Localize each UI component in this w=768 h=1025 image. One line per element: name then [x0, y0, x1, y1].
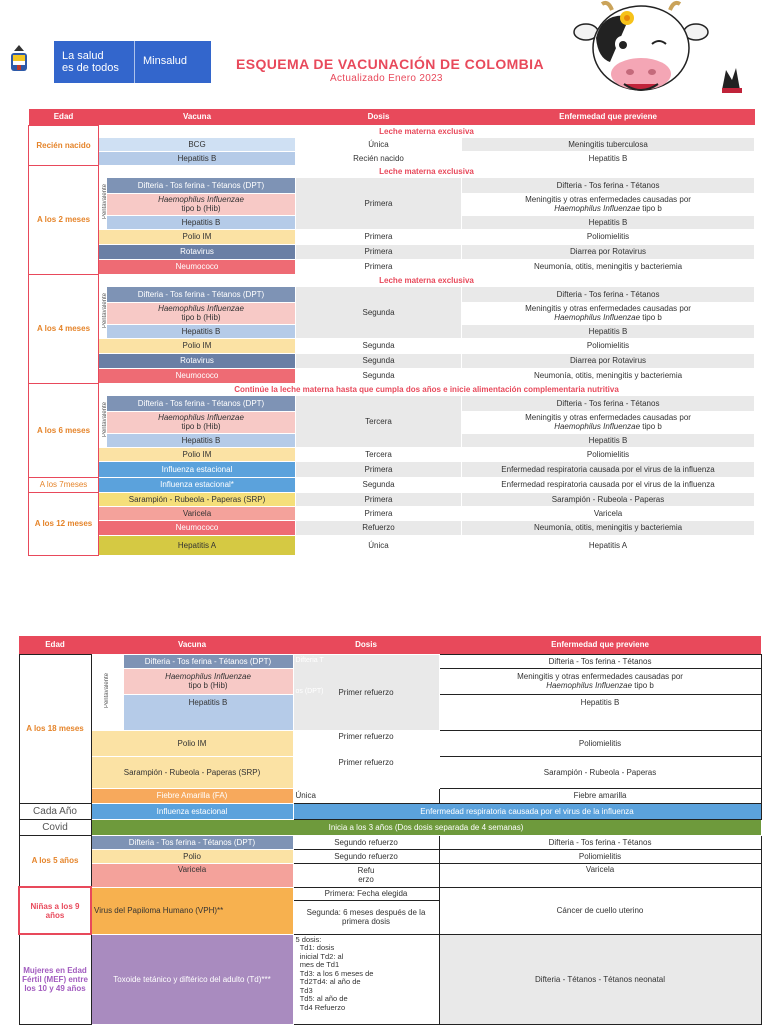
disease-cell: Enfermedad respiratoria causada por el virus de la influenza [462, 477, 755, 492]
dose-cell: Refu erzo [293, 863, 439, 887]
vaccination-table-0-12-months [28, 109, 755, 556]
vaccine-hib: Haemophilus Influenzae tipo b (Hib) [107, 411, 296, 433]
vaccine-dpt: Difteria - Tos ferina - Tétanos (DPT) [123, 654, 293, 668]
dose-cell: Tercera [296, 395, 462, 447]
disease-cell: Fiebre amarilla [439, 788, 761, 803]
dose-cell: Segundo refuerzo [293, 849, 439, 863]
vaccine-srp: Sarampión - Rubeola - Paperas (SRP) [91, 756, 293, 788]
disease-cell: Hepatitis B [462, 215, 755, 229]
vaccine-influenza: Influenza estacional [99, 461, 296, 477]
dose-cell: Segunda [296, 477, 462, 492]
brand-ministry: Minsalud [143, 55, 188, 67]
pentavalente-label: Pentavalente [99, 286, 107, 338]
vaccine-polio: Polio IM [91, 730, 293, 756]
dose-cell: Primera [296, 229, 462, 244]
vaccine-vph: Virus del Papiloma Humano (VPH)** [91, 887, 293, 934]
age-covid: Covid [19, 819, 91, 835]
vaccine-rotavirus: Rotavirus [99, 244, 296, 259]
vaccine-fiebre-amarilla: Fiebre Amarilla (FA) [91, 788, 293, 803]
vaccine-influenza: Influenza estacional [91, 803, 293, 819]
vaccine-dpt: Difteria - Tos ferina - Tétanos (DPT) [107, 286, 296, 302]
vaccine-hepatitis-b: Hepatitis B [107, 215, 296, 229]
pentavalente-label: Pentavalente [91, 654, 123, 730]
age-recien-nacido: Recién nacido [29, 125, 99, 165]
disease-cell: Hepatitis B [462, 151, 755, 165]
brand-divider [134, 41, 135, 83]
disease-cell: Meningitis y otras enfermedades causadas por Haemophilus Influenzae tipo b [462, 302, 755, 324]
vaccine-hepatitis-a: Hepatitis A [99, 535, 296, 555]
disease-cell: Varicela [462, 506, 755, 520]
disease-cell: Difteria - Tos ferina - Tétanos [462, 177, 755, 193]
vaccine-dpt: Difteria - Tos ferina - Tétanos (DPT) [107, 395, 296, 411]
vaccination-table-18-months-adult [18, 636, 762, 1025]
page-subtitle: Actualizado Enero 2023 [330, 73, 443, 84]
age-7-meses: A los 7meses [29, 477, 99, 492]
col-dosis: Dosis [296, 109, 462, 125]
disease-cell: Sarampión - Rubeola - Paperas [462, 492, 755, 506]
breastfeeding-note: Leche materna exclusiva [99, 274, 755, 286]
cow-mascot-icon [572, 0, 758, 108]
disease-cell: Meningitis y otras enfermedades causadas por Haemophilus Influenzae tipo b [462, 411, 755, 433]
col-edad: Edad [29, 109, 99, 125]
dose-text: Primer refuerzo [338, 687, 394, 697]
vaccine-polio: Polio IM [99, 229, 296, 244]
ghost-text: os (DPT) [295, 687, 324, 695]
disease-cell: Poliomielitis [462, 338, 755, 353]
vaccine-neumococo: Neumococo [99, 259, 296, 274]
disease-cell: Hepatitis B [462, 324, 755, 338]
vaccine-hepatitis-b: Hepatitis B [107, 324, 296, 338]
age-4-meses: A los 4 meses [29, 274, 99, 383]
dose-cell: Primera [296, 259, 462, 274]
vaccine-polio: Polio [91, 849, 293, 863]
dose-cell: Recién nacido [296, 151, 462, 165]
brand-slogan: La salud es de todos [62, 50, 119, 74]
dose-cell: Primer refuerzo [293, 756, 439, 788]
vaccine-hepatitis-b: Hepatitis B [107, 433, 296, 447]
dose-cell: Primera: Fecha elegida [293, 887, 439, 900]
age-cada-ano: Cada Año [19, 803, 91, 819]
disease-cell: Sarampión - Rubeola - Paperas [439, 756, 761, 788]
dose-cell: Primera [296, 492, 462, 506]
dose-cell: Segunda [296, 286, 462, 338]
vaccine-hib: Haemophilus Influenzae tipo b (Hib) [107, 193, 296, 215]
vaccine-neumococo: Neumococo [99, 520, 296, 535]
disease-cell: Neumonía, otitis, meningitis y bacteriemia [462, 368, 755, 383]
dose-cell [293, 654, 439, 730]
dose-cell: Única [296, 137, 462, 151]
disease-cell: Neumonía, otitis, meningitis y bacteriemia [462, 259, 755, 274]
dose-cell: Primera [296, 461, 462, 477]
disease-cell: Difteria - Tos ferina - Tétanos [439, 654, 761, 668]
vaccine-bcg: BCG [99, 137, 296, 151]
disease-cell: Neumonía, otitis, meningitis y bacteriemia [462, 520, 755, 535]
disease-cell: Cáncer de cuello uterino [439, 887, 761, 934]
dose-cell: Segunda: 6 meses después de la primera dosis [293, 900, 439, 934]
disease-cell: Diarrea por Rotavirus [462, 353, 755, 368]
age-18-meses: A los 18 meses [19, 654, 91, 803]
vaccine-hepatitis-b: Hepatitis B [99, 151, 296, 165]
dose-cell: Refuerzo [296, 520, 462, 535]
dose-cell: Segunda [296, 353, 462, 368]
vaccine-srp: Sarampión - Rubeola - Paperas (SRP) [99, 492, 296, 506]
age-12-meses: A los 12 meses [29, 492, 99, 555]
disease-cell: Difteria - Tos ferina - Tétanos [462, 395, 755, 411]
dose-cell: Segunda [296, 368, 462, 383]
dose-cell: Primer refuerzo [293, 730, 439, 756]
dose-cell: 5 dosis: Td1: dosis inicial Td2: al mes de Td1 Td3: a los 6 meses de Td2Td4: al año de Td3 Td5: al año de Td4 Refuerzo [293, 934, 439, 1024]
disease-cell: Difteria - Tos ferina - Tétanos [462, 286, 755, 302]
covid-note: Inicia a los 3 años (Dos dosis separada de 4 semanas) [91, 819, 761, 835]
disease-cell: Hepatitis A [462, 535, 755, 555]
disease-cell: Meningitis tuberculosa [462, 137, 755, 151]
col-enfermedad: Enfermedad que previene [439, 636, 761, 654]
disease-cell: Poliomielitis [439, 730, 761, 756]
header [0, 0, 768, 108]
ghost-text: Difteria T [295, 656, 324, 664]
col-dosis: Dosis [293, 636, 439, 654]
col-vacuna: Vacuna [91, 636, 293, 654]
vaccine-dpt: Difteria - Tos ferina - Tétanos (DPT) [91, 835, 293, 849]
dose-cell: Única [296, 535, 462, 555]
col-enfermedad: Enfermedad que previene [462, 109, 755, 125]
pentavalente-label: Pentavalente [99, 395, 107, 447]
col-edad: Edad [19, 636, 91, 654]
dose-cell: Tercera [296, 447, 462, 461]
page-title: ESQUEMA DE VACUNACIÓN DE COLOMBIA [236, 56, 544, 72]
disease-cell: Poliomielitis [462, 447, 755, 461]
age-5-anos: A los 5 años [19, 835, 91, 887]
breastfeeding-note: Leche materna exclusiva [99, 165, 755, 177]
disease-cell: Hepatitis B [462, 433, 755, 447]
vaccine-dpt: Difteria - Tos ferina - Tétanos (DPT) [107, 177, 296, 193]
breastfeeding-note: Leche materna exclusiva [99, 125, 755, 137]
vaccine-influenza: Influenza estacional* [99, 477, 296, 492]
vaccine-hib: Haemophilus Influenzae tipo b (Hib) [107, 302, 296, 324]
col-vacuna: Vacuna [99, 109, 296, 125]
vaccine-polio: Polio IM [99, 447, 296, 461]
vaccine-hib: Haemophilus Influenzae tipo b (Hib) [123, 668, 293, 694]
dose-cell: Segundo refuerzo [293, 835, 439, 849]
vaccine-neumococo: Neumococo [99, 368, 296, 383]
brand-banner [54, 41, 211, 83]
disease-cell: Hepatitis B [439, 694, 761, 730]
dose-cell: Primera [296, 506, 462, 520]
dose-cell: Primera [296, 244, 462, 259]
disease-cell: Poliomielitis [462, 229, 755, 244]
minsalud-logo[interactable] [8, 41, 203, 83]
vaccine-td: Toxoide tetánico y diftérico del adulto (Td)*** [91, 934, 293, 1024]
dose-cell: Única [293, 788, 439, 803]
breastfeeding-note: Continúe la leche materna hasta que cumpla dos años e inicie alimentación complementaria nutritiva [99, 383, 755, 395]
age-2-meses: A los 2 meses [29, 165, 99, 274]
disease-cell: Poliomielitis [439, 849, 761, 863]
disease-cell: Diarrea por Rotavirus [462, 244, 755, 259]
age-ninas-9-anos: Niñas a los 9 años [19, 887, 91, 934]
disease-cell: Meningitis y otras enfermedades causadas por Haemophilus Influenzae tipo b [439, 668, 761, 694]
disease-cell: Difteria - Tos ferina - Tétanos [439, 835, 761, 849]
vaccine-varicela: Varicela [91, 863, 293, 887]
coat-of-arms-icon [8, 43, 30, 77]
disease-cell: Difteria - Tétanos - Tétanos neonatal [439, 934, 761, 1024]
vaccine-polio: Polio IM [99, 338, 296, 353]
disease-cell: Enfermedad respiratoria causada por el virus de la influenza [293, 803, 761, 819]
disease-cell: Meningitis y otras enfermedades causadas por Haemophilus Influenzae tipo b [462, 193, 755, 215]
dose-cell: Segunda [296, 338, 462, 353]
dose-cell: Primera [296, 177, 462, 229]
age-mef: Mujeres en Edad Fértil (MEF) entre los 10 y 49 años [19, 934, 91, 1024]
disease-cell: Varicela [439, 863, 761, 887]
disease-cell: Enfermedad respiratoria causada por el virus de la influenza [462, 461, 755, 477]
age-6-meses: A los 6 meses [29, 383, 99, 477]
vaccine-rotavirus: Rotavirus [99, 353, 296, 368]
vaccine-hepatitis-b: Hepatitis B [123, 694, 293, 730]
vaccine-varicela: Varicela [99, 506, 296, 520]
pentavalente-label: Pentavalente [99, 177, 107, 229]
